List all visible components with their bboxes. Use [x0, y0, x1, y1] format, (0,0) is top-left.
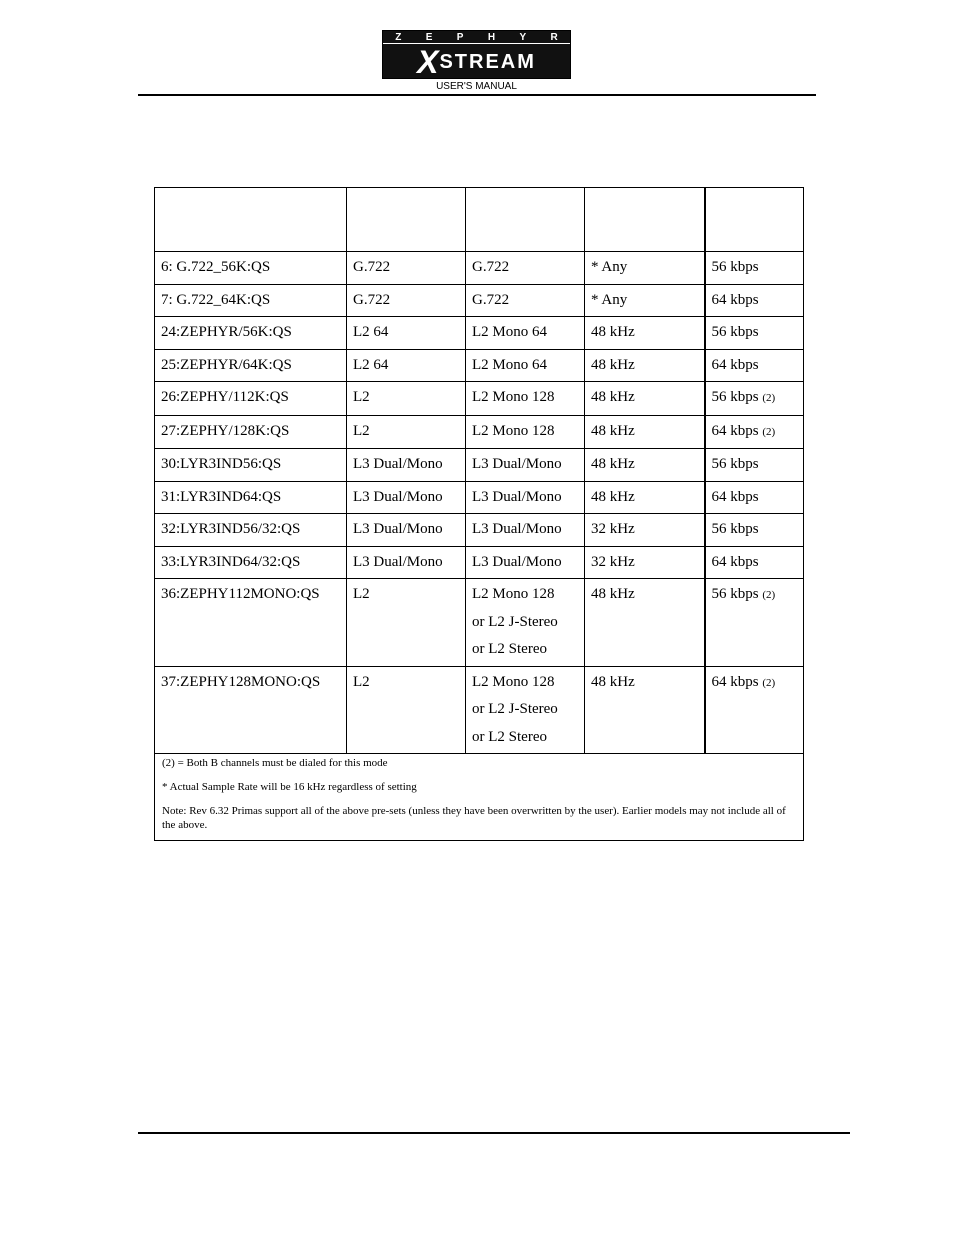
- users-manual-label: USER'S MANUAL: [436, 81, 517, 92]
- bitrate-cell: [705, 349, 804, 382]
- bitrate-note: (2): [762, 589, 776, 601]
- sample-rate: 32 kHz: [591, 521, 635, 537]
- table-row: [155, 666, 804, 754]
- mode-line: or L2 J-Stereo: [472, 613, 558, 630]
- table-header-row: [155, 188, 804, 252]
- bitrate: 64 kbps: [711, 553, 759, 570]
- sample-rate: 48 kHz: [591, 422, 635, 439]
- sample-rate-cell: [585, 579, 705, 667]
- sample-rate: 48 kHz: [591, 389, 635, 405]
- coding-cell: [347, 546, 466, 579]
- mode-line: L3 Dual/Mono: [472, 553, 562, 570]
- mode-line: or L2 Stereo: [472, 641, 547, 657]
- coding-value: G.722: [353, 259, 391, 275]
- coding-cell: [347, 481, 466, 514]
- header-cell: [347, 188, 466, 252]
- coding-value: L2: [353, 673, 370, 690]
- preset-name-cell: [155, 415, 347, 449]
- table-note: (2) = Both B channels must be dialed for this mode: [162, 757, 388, 769]
- presets-table: [154, 187, 804, 841]
- table-note: * Actual Sample Rate will be 16 kHz regardless of setting: [162, 781, 417, 793]
- bitrate-cell: [705, 546, 804, 579]
- preset-name: 7: G.722_64K:QS: [161, 291, 271, 308]
- coding-cell: [347, 514, 466, 547]
- sample-rate-cell: [585, 415, 705, 449]
- sample-rate: 32 kHz: [591, 553, 635, 570]
- header-rule: [138, 94, 816, 96]
- coding-value: L3 Dual/Mono: [353, 488, 443, 505]
- sample-rate-cell: [585, 252, 705, 285]
- preset-name-cell: [155, 284, 347, 317]
- logo-letter: E: [425, 31, 433, 43]
- bitrate-note: (2): [762, 392, 776, 404]
- preset-name: 32:LYR3IND56/32:QS: [161, 521, 301, 537]
- bitrate-cell: [705, 481, 804, 514]
- bitrate: 56 kbps: [711, 324, 759, 340]
- logo-letter: Y: [519, 31, 527, 43]
- header-cell: [705, 188, 804, 252]
- mode-cell: [466, 252, 585, 285]
- mode-line: L3 Dual/Mono: [472, 456, 562, 472]
- mode-cell: [466, 317, 585, 350]
- mode-line: G.722: [472, 259, 510, 275]
- table-row: [155, 546, 804, 579]
- bitrate-cell: [705, 415, 804, 449]
- mode-line: L2 Mono 64: [472, 356, 547, 373]
- coding-cell: [347, 349, 466, 382]
- coding-value: L2 64: [353, 356, 389, 373]
- mode-cell: [466, 546, 585, 579]
- mode-cell: [466, 514, 585, 547]
- bitrate-cell: [705, 449, 804, 482]
- sample-rate: 48 kHz: [591, 673, 635, 690]
- preset-name-cell: [155, 666, 347, 754]
- table-row: [155, 449, 804, 482]
- notes-cell: [155, 754, 804, 841]
- table-row: [155, 317, 804, 350]
- mode-line: or L2 Stereo: [472, 728, 547, 745]
- preset-name-cell: [155, 579, 347, 667]
- mode-cell: [466, 449, 585, 482]
- coding-value: L2: [353, 389, 370, 405]
- preset-name: 26:ZEPHY/112K:QS: [161, 389, 289, 405]
- preset-name-cell: [155, 317, 347, 350]
- preset-name-cell: [155, 481, 347, 514]
- mode-line: L3 Dual/Mono: [472, 521, 562, 537]
- mode-line: or L2 J-Stereo: [472, 701, 558, 717]
- logo-xstream: [383, 45, 570, 79]
- bitrate: 64 kbps: [711, 291, 759, 308]
- coding-cell: [347, 382, 466, 416]
- header-cell: [155, 188, 347, 252]
- logo-zephyr-letters: [383, 31, 570, 44]
- mode-cell: [466, 579, 585, 667]
- preset-name-cell: [155, 546, 347, 579]
- bitrate: 64 kbps: [711, 488, 759, 505]
- logo-letter: R: [550, 31, 558, 43]
- sample-rate-cell: [585, 349, 705, 382]
- coding-value: L3 Dual/Mono: [353, 521, 443, 537]
- coding-value: L2: [353, 422, 370, 439]
- sample-rate: 48 kHz: [591, 456, 635, 472]
- coding-cell: [347, 317, 466, 350]
- bitrate: 56 kbps: [711, 389, 759, 405]
- bitrate: 56 kbps: [711, 586, 759, 602]
- coding-cell: [347, 449, 466, 482]
- preset-name: 6: G.722_56K:QS: [161, 259, 271, 275]
- coding-value: L3 Dual/Mono: [353, 456, 443, 472]
- preset-name: 30:LYR3IND56:QS: [161, 456, 282, 472]
- sample-rate: * Any: [591, 291, 628, 308]
- zephyr-xstream-logo: [382, 30, 571, 79]
- preset-name: 37:ZEPHY128MONO:QS: [161, 673, 321, 690]
- table-row: [155, 382, 804, 416]
- notes-row: [155, 754, 804, 841]
- bitrate: 56 kbps: [711, 259, 759, 275]
- coding-value: L2 64: [353, 324, 389, 340]
- bitrate-cell: [705, 382, 804, 416]
- mode-cell: [466, 666, 585, 754]
- logo-x: X: [417, 44, 439, 80]
- sample-rate: 48 kHz: [591, 356, 635, 373]
- preset-name: 24:ZEPHYR/56K:QS: [161, 324, 292, 340]
- sample-rate: 48 kHz: [591, 586, 635, 602]
- table-row: [155, 284, 804, 317]
- coding-cell: [347, 579, 466, 667]
- sample-rate: * Any: [591, 259, 628, 275]
- bitrate: 64 kbps: [711, 356, 759, 373]
- mode-line: L3 Dual/Mono: [472, 488, 562, 505]
- logo-letter: Z: [395, 31, 402, 43]
- coding-cell: [347, 284, 466, 317]
- header-cell: [585, 188, 705, 252]
- sample-rate: 48 kHz: [591, 488, 635, 505]
- coding-value: G.722: [353, 291, 391, 308]
- table-row: [155, 415, 804, 449]
- bitrate-cell: [705, 252, 804, 285]
- preset-name-cell: [155, 349, 347, 382]
- coding-value: L3 Dual/Mono: [353, 553, 443, 570]
- coding-cell: [347, 415, 466, 449]
- bitrate: 56 kbps: [711, 456, 759, 472]
- bitrate-note: (2): [762, 676, 776, 689]
- bitrate: 56 kbps: [711, 521, 759, 537]
- sample-rate-cell: [585, 284, 705, 317]
- preset-name: 27:ZEPHY/128K:QS: [161, 422, 290, 439]
- bitrate: 64 kbps: [711, 673, 759, 690]
- table-row: [155, 514, 804, 547]
- preset-name: 33:LYR3IND64/32:QS: [161, 553, 301, 570]
- table-row: [155, 579, 804, 667]
- mode-line: L2 Mono 128: [472, 422, 555, 439]
- mode-line: G.722: [472, 291, 510, 308]
- bitrate: 64 kbps: [711, 422, 759, 439]
- mode-line: L2 Mono 128: [472, 673, 555, 690]
- sample-rate: 48 kHz: [591, 324, 635, 340]
- table-note: Note: Rev 6.32 Primas support all of the above pre-sets (unless they have been overwritten by the user). Earlier models may not include all of the above.: [162, 805, 786, 831]
- bitrate-note: (2): [762, 425, 776, 438]
- table-row: [155, 252, 804, 285]
- mode-cell: [466, 284, 585, 317]
- logo-word: STREAM: [439, 50, 536, 73]
- preset-name: 36:ZEPHY112MONO:QS: [161, 586, 320, 602]
- footer-rule: [138, 1132, 850, 1134]
- mode-cell: [466, 415, 585, 449]
- bitrate-cell: [705, 317, 804, 350]
- mode-line: L2 Mono 128: [472, 586, 555, 602]
- coding-cell: [347, 666, 466, 754]
- header-cell: [466, 188, 585, 252]
- preset-name: 25:ZEPHYR/64K:QS: [161, 356, 292, 373]
- mode-cell: [466, 382, 585, 416]
- logo-letter: H: [487, 31, 496, 43]
- coding-cell: [347, 252, 466, 285]
- bitrate-cell: [705, 514, 804, 547]
- bitrate-cell: [705, 284, 804, 317]
- table-row: [155, 349, 804, 382]
- table-row: [155, 481, 804, 514]
- preset-name-cell: [155, 514, 347, 547]
- preset-name: 31:LYR3IND64:QS: [161, 488, 282, 505]
- sample-rate-cell: [585, 514, 705, 547]
- sample-rate-cell: [585, 382, 705, 416]
- preset-name-cell: [155, 382, 347, 416]
- sample-rate-cell: [585, 481, 705, 514]
- sample-rate-cell: [585, 449, 705, 482]
- sample-rate-cell: [585, 317, 705, 350]
- preset-name-cell: [155, 252, 347, 285]
- logo-letter: P: [456, 31, 464, 43]
- mode-line: L2 Mono 64: [472, 324, 547, 340]
- bitrate-cell: [705, 666, 804, 754]
- mode-cell: [466, 349, 585, 382]
- bitrate-cell: [705, 579, 804, 667]
- sample-rate-cell: [585, 546, 705, 579]
- mode-line: L2 Mono 128: [472, 389, 555, 405]
- mode-cell: [466, 481, 585, 514]
- preset-name-cell: [155, 449, 347, 482]
- coding-value: L2: [353, 586, 370, 602]
- sample-rate-cell: [585, 666, 705, 754]
